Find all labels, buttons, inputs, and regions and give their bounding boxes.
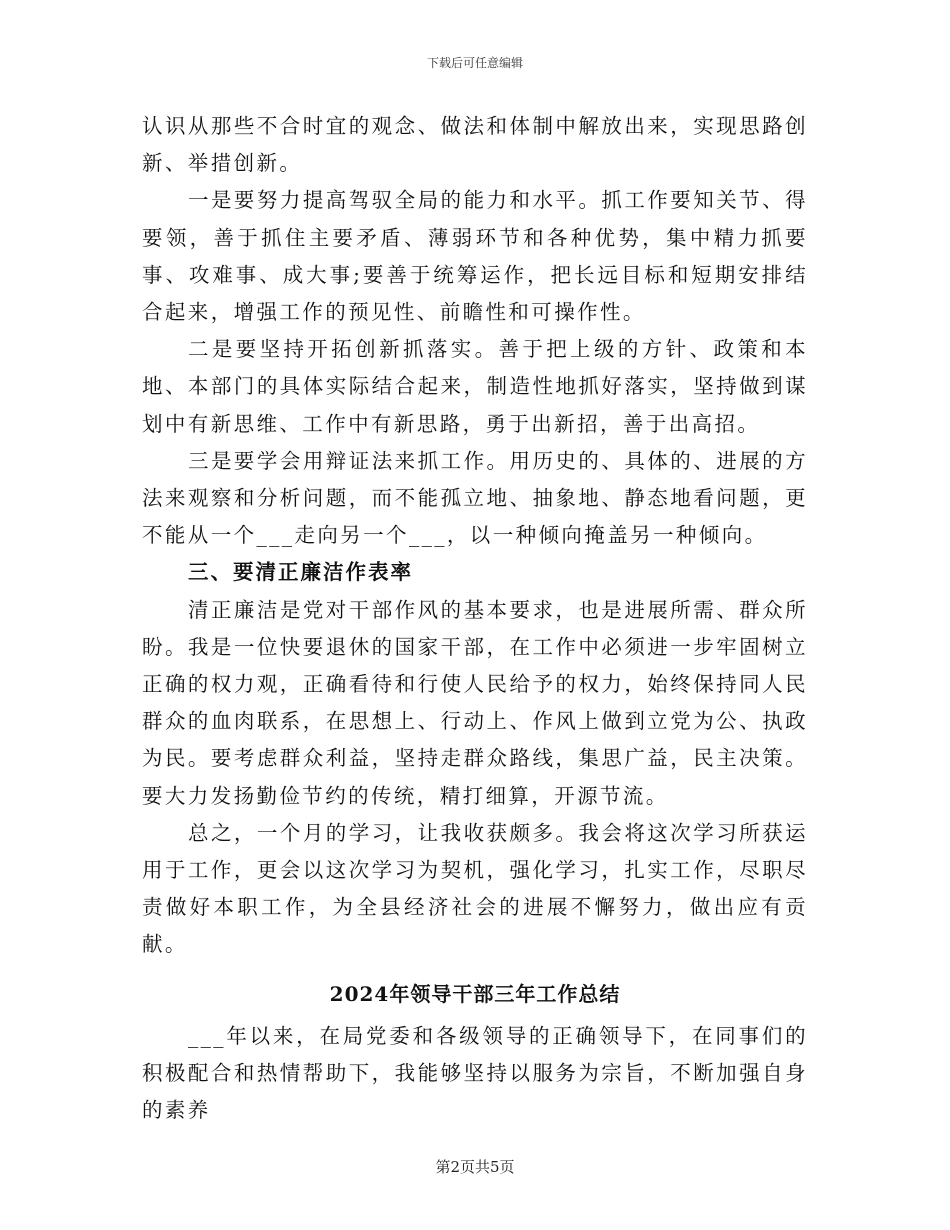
- paragraph-summary-intro: ___年以来，在局党委和各级领导的正确领导下，在同事们的积极配合和热情帮助下，我能够坚持以服务为宗旨，不断加强自身的素养: [142, 1023, 808, 1123]
- paragraph-conclusion: 总之，一个月的学习，让我收获颇多。我会将这次学习所获运用于工作，更会以这次学习为契机，强化学习，扎实工作，尽职尽责做好本职工作，为全县经济社会的进展不懈努力，做出应有贡献。: [142, 820, 808, 957]
- paragraph-point-three: 三是要学会用辩证法来抓工作。用历史的、具体的、进展的方法来观察和分析问题，而不能孤立地、抽象地、静态地看问题，更不能从一个___走向另一个___，以一种倾向掩盖另一种倾向。: [142, 448, 808, 548]
- paragraph-point-two: 二是要坚持开拓创新抓落实。善于把上级的方针、政策和本地、本部门的具体实际结合起来，制造性地抓好落实，坚持做到谋划中有新思维、工作中有新思路，勇于出新招，善于出高招。: [142, 337, 808, 436]
- paragraph-integrity: 清正廉洁是党对干部作风的基本要求，也是进展所需、群众所盼。我是一位快要退休的国家干部，在工作中必须进一步牢固树立正确的权力观，正确看待和行使人民给予的权力，始终保持同人民群众的血肉联系，在思想上、行动上、作风上做到立党为公、执政为民。要考虑群众利益，坚持走群众路线，集思广益，民主决策。要大力发扬勤俭节约的传统，精打细算，开源节流。: [142, 597, 808, 808]
- document-body: [142, 108, 808, 1129]
- page-header: 下载后可任意编辑: [426, 56, 523, 70]
- section-heading-integrity: 三、要清正廉洁作表率: [188, 560, 413, 585]
- paragraph-continuation: 认识从那些不合时宜的观念、做法和体制中解放出来，实现思路创新、举措创新。: [142, 114, 808, 176]
- paragraph-point-one: 一是要努力提高驾驭全局的能力和水平。抓工作要知关节、得要领，善于抓住主要矛盾、薄弱环节和各种优势，集中精力抓要事、攻难事、成大事;要善于统筹运作，把长远目标和短期安排结合起来，增强工作的预见性、前瞻性和可操作性。: [142, 188, 808, 325]
- document-title: 2024年领导干部三年工作总结: [329, 981, 621, 1006]
- page-footer: 第2页共5页: [435, 1158, 515, 1176]
